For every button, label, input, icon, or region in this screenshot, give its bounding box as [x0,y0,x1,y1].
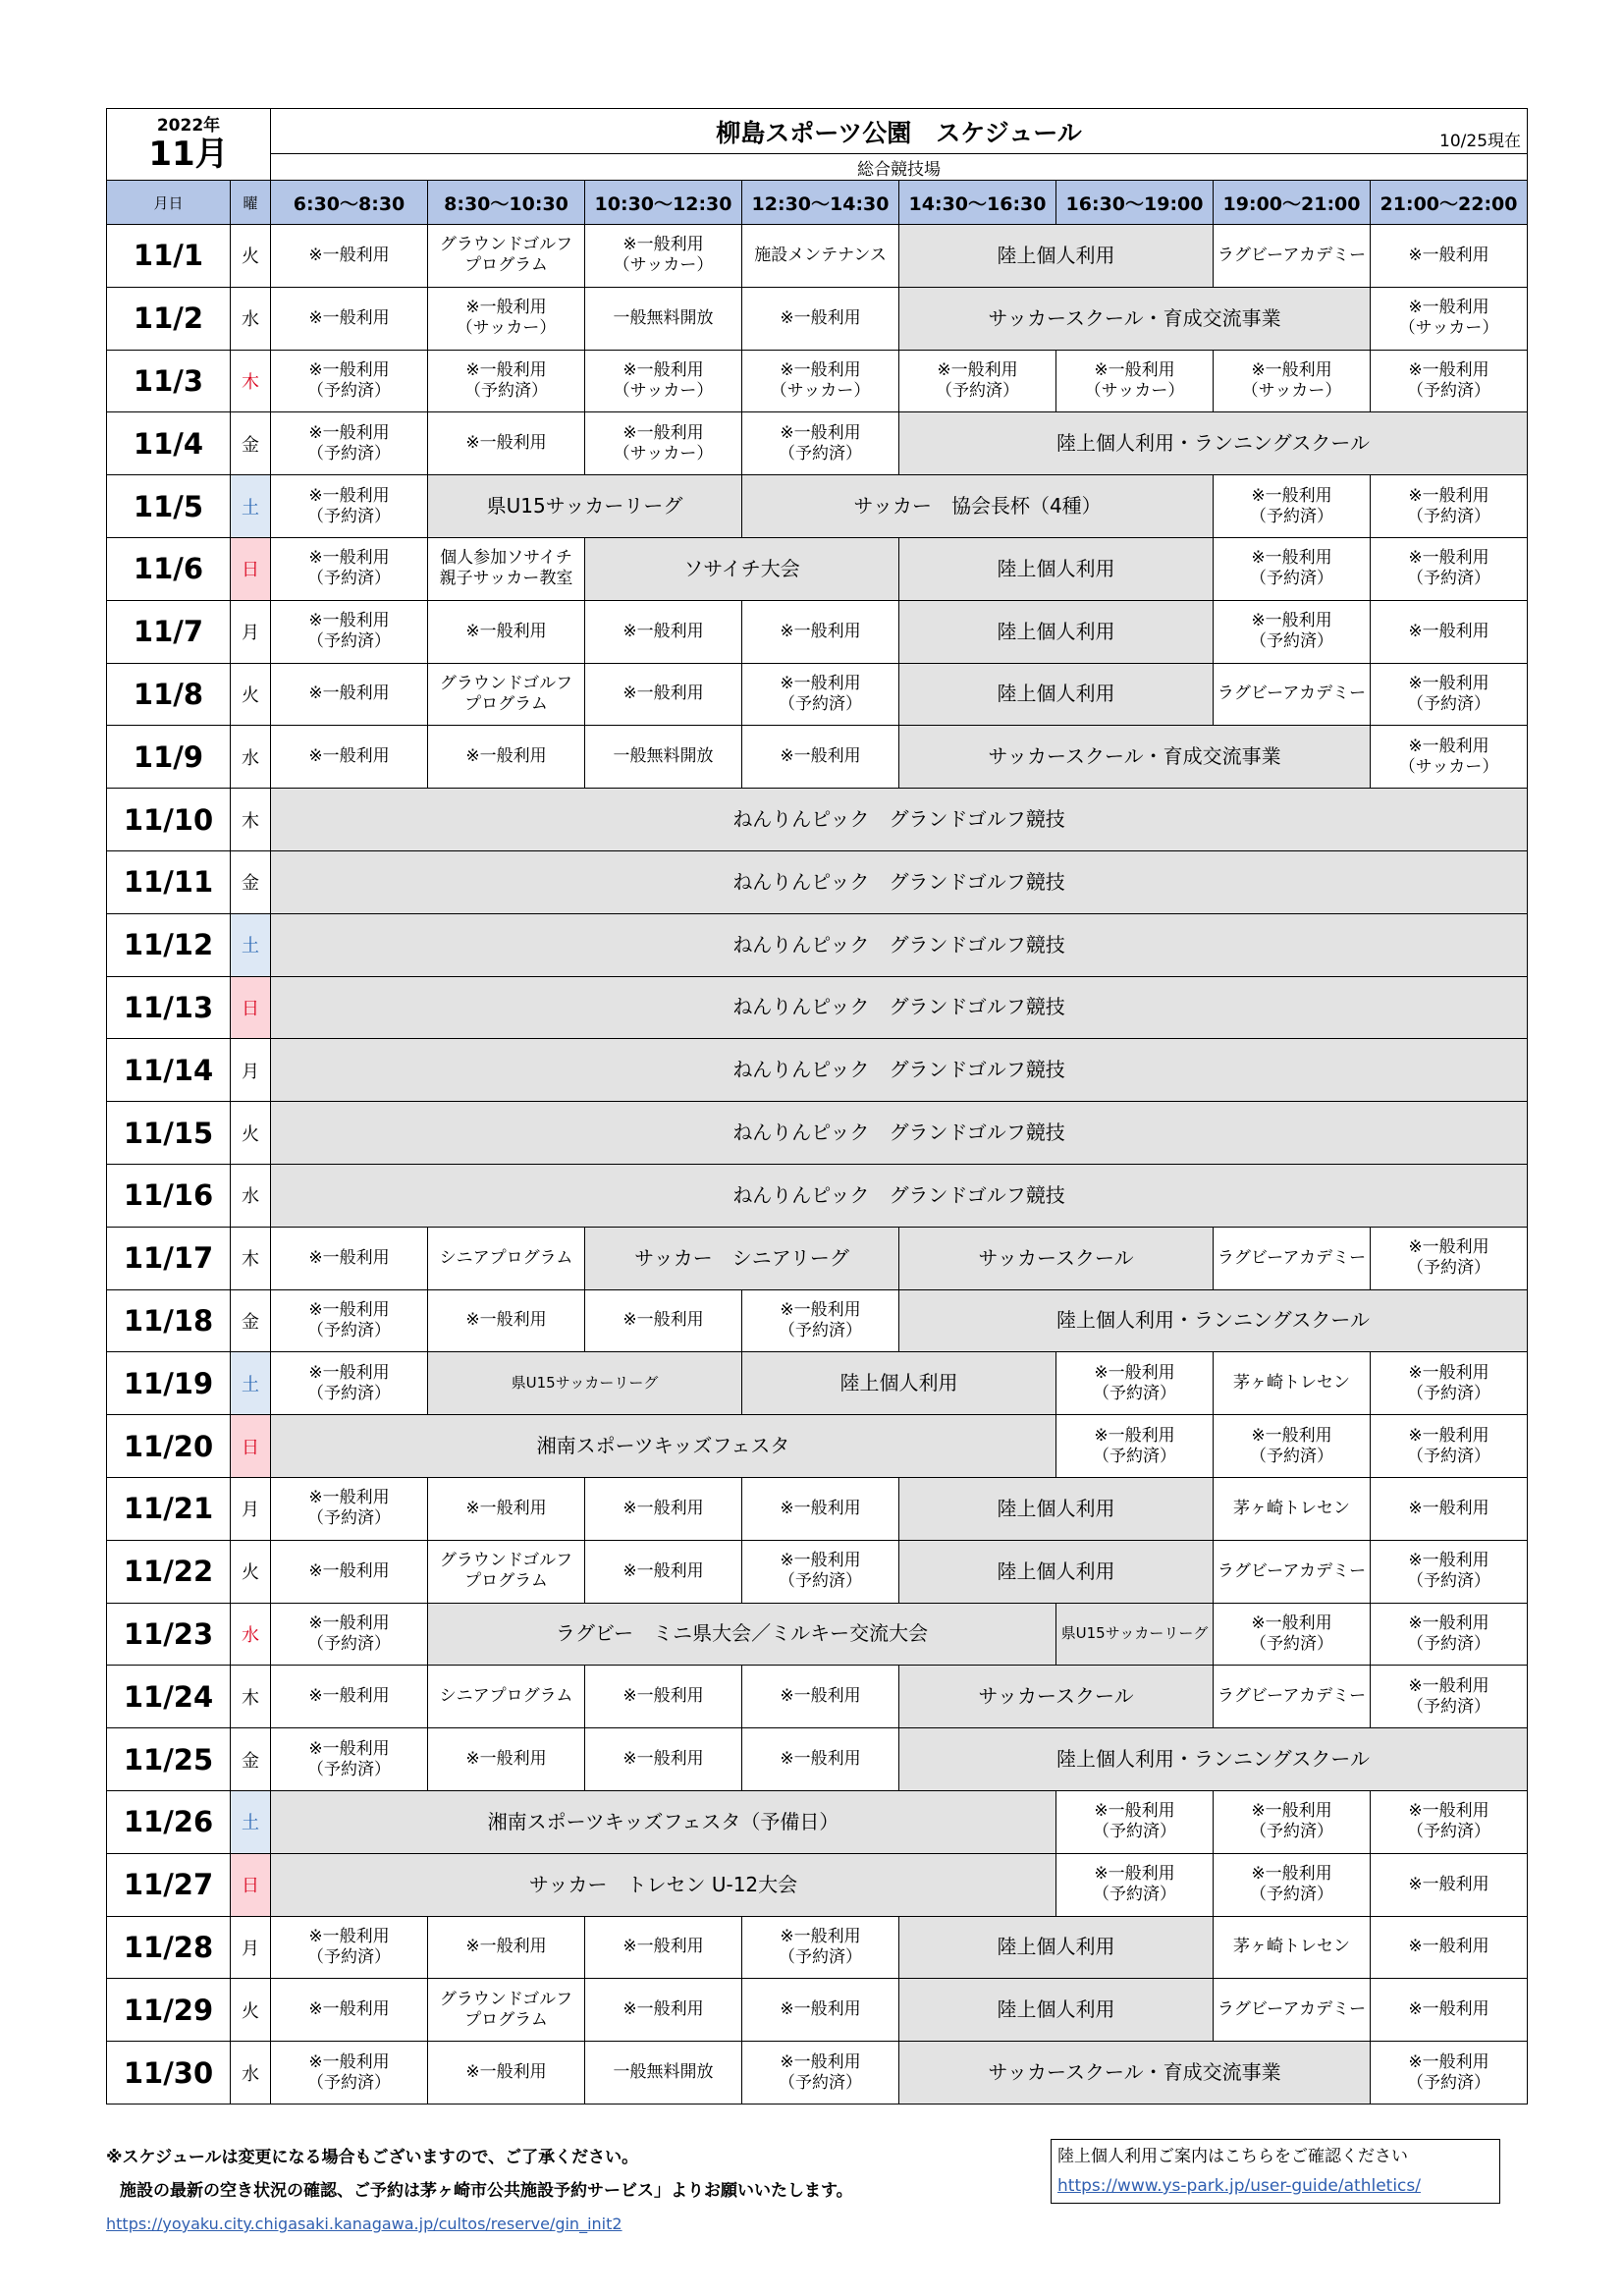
title-cell [271,109,1528,154]
weekday-cell: 土 [231,1790,271,1853]
month-cell [107,109,271,181]
schedule-cell: ※一般利用 [1371,1916,1528,1979]
schedule-cell: ※一般利用 （予約済） [742,1540,899,1603]
schedule-cell: サッカースクール・育成交流事業 [899,287,1371,350]
schedule-cell: 一般無料開放 [585,726,742,789]
schedule-cell: ※一般利用 （予約済） [742,1289,899,1352]
schedule-cell: ※一般利用 （予約済） [271,350,428,412]
date-cell: 11/9 [107,726,231,789]
day-row [107,913,1528,976]
schedule-cell: ※一般利用 （予約済） [1214,537,1371,600]
schedule-cell: ※一般利用 [585,663,742,726]
schedule-cell: ※一般利用 [585,1979,742,2042]
weekday-cell: 金 [231,412,271,475]
schedule-cell: ※一般利用 [742,287,899,350]
day-row [107,663,1528,726]
schedule-cell: ※一般利用 [742,600,899,663]
schedule-cell: ラグビーアカデミー [1214,1227,1371,1289]
schedule-cell: 茅ヶ崎トレセン [1214,1916,1371,1979]
schedule-cell: サッカースクール・育成交流事業 [899,2042,1371,2105]
schedule-cell: サッカースクール [899,1227,1214,1289]
schedule-cell: 陸上個人利用 [899,225,1214,288]
date-cell: 11/29 [107,1979,231,2042]
schedule-cell: 陸上個人利用 [899,537,1214,600]
time-slot-header: 21:00～22:00 [1371,181,1528,225]
date-cell: 11/21 [107,1477,231,1540]
as-of-date: 10/25現在 [1439,132,1522,151]
schedule-cell: ※一般利用 （予約済） [271,1352,428,1415]
weekday-cell: 水 [231,2042,271,2105]
day-row [107,287,1528,350]
day-row [107,1728,1528,1791]
schedule-cell: 陸上個人利用・ランニングスクール [899,1289,1528,1352]
schedule-cell: ねんりんピック グランドゴルフ競技 [271,850,1528,913]
schedule-cell: ※一般利用 （サッカー） [742,350,899,412]
schedule-cell: 陸上個人利用 [742,1352,1056,1415]
date-cell: 11/12 [107,913,231,976]
time-header-row [107,181,1528,225]
day-row [107,1916,1528,1979]
schedule-cell: ※一般利用 （予約済） [1214,1415,1371,1478]
schedule-cell: ※一般利用 [1371,600,1528,663]
schedule-cell: ※一般利用 [428,726,585,789]
schedule-cell: ※一般利用 [742,726,899,789]
schedule-cell: ねんりんピック グランドゴルフ競技 [271,1102,1528,1165]
schedule-cell: ※一般利用 （予約済） [742,412,899,475]
footer-notes [106,2141,990,2241]
schedule-cell: ※一般利用 [271,225,428,288]
schedule-cell: ※一般利用 （予約済） [1371,1540,1528,1603]
schedule-cell: ※一般利用 （予約済） [742,663,899,726]
weekday-cell: 月 [231,1477,271,1540]
day-row [107,1102,1528,1165]
schedule-cell: 湘南スポーツキッズフェスタ [271,1415,1056,1478]
date-cell: 11/1 [107,225,231,288]
schedule-cell: ※一般利用 （予約済） [1214,1853,1371,1916]
schedule-cell: ※一般利用 [742,1666,899,1728]
schedule-cell: ラグビー ミニ県大会／ミルキー交流大会 [428,1603,1056,1666]
day-row [107,1666,1528,1728]
weekday-cell: 日 [231,1415,271,1478]
schedule-cell: ※一般利用 [585,600,742,663]
schedule-cell: グラウンドゴルフ プログラム [428,663,585,726]
schedule-cell: ソサイチ大会 [585,537,899,600]
weekday-cell: 金 [231,1289,271,1352]
schedule-cell: ※一般利用 [742,1477,899,1540]
schedule-cell: ※一般利用 （サッカー） [585,225,742,288]
schedule-cell: ※一般利用 （予約済） [1371,663,1528,726]
date-cell: 11/5 [107,475,231,538]
schedule-cell: サッカー シニアリーグ [585,1227,899,1289]
day-row [107,412,1528,475]
schedule-cell: ※一般利用 [271,1979,428,2042]
day-row [107,225,1528,288]
schedule-cell: ※一般利用 [1371,1477,1528,1540]
day-row [107,1477,1528,1540]
date-cell: 11/13 [107,976,231,1039]
weekday-cell: 水 [231,726,271,789]
schedule-cell: ラグビーアカデミー [1214,663,1371,726]
schedule-cell: グラウンドゴルフ プログラム [428,225,585,288]
weekday-cell: 火 [231,225,271,288]
day-row [107,1039,1528,1102]
schedule-cell: ※一般利用 （予約済） [1056,1352,1214,1415]
date-cell: 11/24 [107,1666,231,1728]
day-row [107,350,1528,412]
date-cell: 11/3 [107,350,231,412]
time-slot-header: 16:30～19:00 [1056,181,1214,225]
schedule-cell: ※一般利用 （サッカー） [585,412,742,475]
schedule-cell: ※一般利用 [1371,1853,1528,1916]
date-cell: 11/6 [107,537,231,600]
day-row [107,2042,1528,2105]
time-slot-header: 19:00～21:00 [1214,181,1371,225]
day-row [107,1415,1528,1478]
schedule-cell: ※一般利用 （サッカー） [1371,287,1528,350]
schedule-cell: ラグビーアカデミー [1214,1540,1371,1603]
schedule-table [106,108,1528,2105]
time-slot-header: 14:30～16:30 [899,181,1056,225]
schedule-cell: ※一般利用 [428,412,585,475]
day-row [107,600,1528,663]
weekday-cell: 月 [231,600,271,663]
weekday-cell: 火 [231,1102,271,1165]
weekday-cell: 土 [231,913,271,976]
schedule-cell: ※一般利用 （予約済） [271,1916,428,1979]
schedule-cell: ※一般利用 [585,1666,742,1728]
date-cell: 11/19 [107,1352,231,1415]
schedule-cell: 陸上個人利用 [899,600,1214,663]
schedule-cell: ※一般利用 [742,1979,899,2042]
schedule-cell: サッカースクール [899,1666,1214,1728]
date-cell: 11/23 [107,1603,231,1666]
month-label: 11月 [148,135,229,174]
schedule-cell: ※一般利用 （予約済） [271,412,428,475]
schedule-cell: ※一般利用 [1371,225,1528,288]
date-cell: 11/8 [107,663,231,726]
day-row [107,1540,1528,1603]
schedule-cell: シニアプログラム [428,1666,585,1728]
schedule-cell: ラグビーアカデミー [1214,225,1371,288]
schedule-cell: サッカー トレセン U-12大会 [271,1853,1056,1916]
schedule-cell: ※一般利用 [585,1728,742,1791]
schedule-cell: 一般無料開放 [585,2042,742,2105]
weekday-cell: 木 [231,350,271,412]
schedule-cell: ねんりんピック グランドゴルフ競技 [271,789,1528,851]
date-cell: 11/4 [107,412,231,475]
schedule-cell: ※一般利用 [271,287,428,350]
date-cell: 11/30 [107,2042,231,2105]
schedule-cell: ※一般利用 （予約済） [1214,600,1371,663]
schedule-cell: ※一般利用 [585,1289,742,1352]
schedule-cell: ねんりんピック グランドゴルフ競技 [271,913,1528,976]
schedule-cell: ※一般利用 （予約済） [1371,2042,1528,2105]
schedule-cell: 湘南スポーツキッズフェスタ（予備日） [271,1790,1056,1853]
day-row [107,1164,1528,1227]
schedule-cell: ※一般利用 （予約済） [1214,1603,1371,1666]
weekday-cell: 木 [231,1227,271,1289]
date-cell: 11/28 [107,1916,231,1979]
day-row [107,475,1528,538]
schedule-cell: ※一般利用 [585,1477,742,1540]
date-cell: 11/27 [107,1853,231,1916]
schedule-sheet [106,108,1527,2105]
date-cell: 11/22 [107,1540,231,1603]
date-cell: 11/20 [107,1415,231,1478]
schedule-cell: ※一般利用 （予約済） [742,1916,899,1979]
schedule-cell: 陸上個人利用 [899,1540,1214,1603]
weekday-cell: 日 [231,976,271,1039]
athletics-info-link[interactable]: https://www.ys-park.jp/user-guide/athletics/ [1057,2176,1421,2196]
reserve-link[interactable]: https://yoyaku.city.chigasaki.kanagawa.jp/cultos/reserve/gin_init2 [106,2214,622,2233]
weekday-cell: 水 [231,287,271,350]
schedule-cell: ねんりんピック グランドゴルフ競技 [271,1164,1528,1227]
weekday-cell: 土 [231,475,271,538]
time-slot-header: 10:30～12:30 [585,181,742,225]
schedule-cell: ねんりんピック グランドゴルフ競技 [271,976,1528,1039]
date-cell: 11/26 [107,1790,231,1853]
schedule-cell: ※一般利用 （予約済） [1371,1352,1528,1415]
schedule-cell: サッカー 協会長杯（4種） [742,475,1214,538]
schedule-cell: ※一般利用 （サッカー） [585,350,742,412]
schedule-cell: ※一般利用 （予約済） [271,537,428,600]
date-cell: 11/15 [107,1102,231,1165]
schedule-cell: ※一般利用 （予約済） [271,2042,428,2105]
schedule-cell: ※一般利用 [428,2042,585,2105]
schedule-cell: ※一般利用 （予約済） [271,1728,428,1791]
schedule-cell: ※一般利用 [742,1728,899,1791]
schedule-cell: 茅ヶ崎トレセン [1214,1352,1371,1415]
schedule-cell: グラウンドゴルフ プログラム [428,1540,585,1603]
day-row [107,1979,1528,2042]
day-row [107,976,1528,1039]
schedule-cell: ※一般利用 [585,1540,742,1603]
page-title: 柳島スポーツ公園 スケジュール [716,118,1082,147]
schedule-cell: シニアプログラム [428,1227,585,1289]
schedule-cell: ※一般利用 （予約済） [1371,1790,1528,1853]
schedule-cell: ※一般利用 （予約済） [742,2042,899,2105]
schedule-cell: ※一般利用 [271,663,428,726]
schedule-cell: ※一般利用 [428,1477,585,1540]
schedule-cell: ※一般利用 （予約済） [1371,1415,1528,1478]
schedule-cell: ※一般利用 [271,1540,428,1603]
day-row [107,1227,1528,1289]
weekday-cell: 木 [231,789,271,851]
schedule-cell: 陸上個人利用・ランニングスクール [899,412,1528,475]
footer-note-reserve: 施設の最新の空き状況の確認、ご予約は茅ヶ崎市公共施設予約サービス」よりお願いいたします。 [120,2181,853,2201]
date-cell: 11/7 [107,600,231,663]
weekday-cell: 金 [231,850,271,913]
date-cell: 11/11 [107,850,231,913]
time-slot-header: 6:30～8:30 [271,181,428,225]
schedule-cell: ※一般利用 （予約済） [271,1603,428,1666]
schedule-cell: サッカースクール・育成交流事業 [899,726,1371,789]
date-cell: 11/2 [107,287,231,350]
schedule-cell: 陸上個人利用 [899,1477,1214,1540]
venue-label: 総合競技場 [271,154,1528,181]
schedule-cell: ※一般利用 （予約済） [271,475,428,538]
schedule-cell: 陸上個人利用 [899,1979,1214,2042]
weekday-cell: 火 [231,1979,271,2042]
weekday-cell: 日 [231,1853,271,1916]
date-cell: 11/17 [107,1227,231,1289]
schedule-cell: ※一般利用 （サッカー） [1371,726,1528,789]
day-row [107,1352,1528,1415]
schedule-cell: 陸上個人利用 [899,1916,1214,1979]
schedule-cell: ※一般利用 [428,1728,585,1791]
schedule-cell: ※一般利用 （予約済） [899,350,1056,412]
date-cell: 11/14 [107,1039,231,1102]
schedule-cell: 陸上個人利用・ランニングスクール [899,1728,1528,1791]
schedule-cell: グラウンドゴルフ プログラム [428,1979,585,2042]
schedule-cell: ねんりんピック グランドゴルフ競技 [271,1039,1528,1102]
schedule-cell: ※一般利用 （サッカー） [428,287,585,350]
weekday-cell: 金 [231,1728,271,1791]
day-row [107,726,1528,789]
schedule-cell: ※一般利用 （予約済） [271,600,428,663]
schedule-cell: ※一般利用 [585,1916,742,1979]
day-row [107,537,1528,600]
athletics-info-box [1051,2139,1500,2204]
weekday-cell: 木 [231,1666,271,1728]
schedule-cell: 茅ヶ崎トレセン [1214,1477,1371,1540]
weekday-cell: 月 [231,1039,271,1102]
schedule-cell: ※一般利用 （予約済） [1056,1790,1214,1853]
schedule-cell: ※一般利用 （予約済） [271,1289,428,1352]
schedule-cell: ※一般利用 [428,1289,585,1352]
schedule-cell: ※一般利用 [428,1916,585,1979]
schedule-cell: ※一般利用 [428,600,585,663]
schedule-cell: ラグビーアカデミー [1214,1979,1371,2042]
schedule-cell: ※一般利用 [1371,1979,1528,2042]
schedule-cell: ※一般利用 （サッカー） [1214,350,1371,412]
schedule-cell: ※一般利用 （予約済） [1214,475,1371,538]
schedule-cell: ※一般利用 （予約済） [1371,475,1528,538]
date-cell: 11/10 [107,789,231,851]
time-slot-header: 12:30～14:30 [742,181,899,225]
schedule-cell: ※一般利用 [271,1227,428,1289]
day-row [107,1289,1528,1352]
schedule-cell: 県U15サッカーリーグ [428,1352,742,1415]
schedule-cell: 県U15サッカーリーグ [1056,1603,1214,1666]
schedule-cell: ※一般利用 （予約済） [428,350,585,412]
schedule-cell: 施設メンテナンス [742,225,899,288]
weekday-cell: 月 [231,1916,271,1979]
weekday-cell: 火 [231,663,271,726]
schedule-cell: ※一般利用 [271,726,428,789]
weekday-cell: 土 [231,1352,271,1415]
schedule-cell: 個人参加ソサイチ 親子サッカー教室 [428,537,585,600]
weekday-cell: 火 [231,1540,271,1603]
schedule-cell: ※一般利用 （サッカー） [1056,350,1214,412]
schedule-cell: 陸上個人利用 [899,663,1214,726]
schedule-cell: ※一般利用 （予約済） [1371,1227,1528,1289]
date-cell: 11/18 [107,1289,231,1352]
col-dow-header: 曜 [231,181,271,225]
schedule-cell: ※一般利用 （予約済） [1214,1790,1371,1853]
year-label: 2022年 [156,116,221,136]
date-cell: 11/16 [107,1164,231,1227]
schedule-cell: 一般無料開放 [585,287,742,350]
footer-note-change: ※スケジュールは変更になる場合もございますので、ご了承ください。 [106,2148,639,2167]
day-row [107,789,1528,851]
schedule-cell: ※一般利用 （予約済） [1371,537,1528,600]
schedule-cell: ※一般利用 [271,1666,428,1728]
schedule-cell: ※一般利用 （予約済） [1056,1415,1214,1478]
day-row [107,850,1528,913]
weekday-cell: 水 [231,1164,271,1227]
schedule-cell: ※一般利用 （予約済） [1371,1603,1528,1666]
day-row [107,1603,1528,1666]
day-row [107,1853,1528,1916]
day-row [107,1790,1528,1853]
weekday-cell: 日 [231,537,271,600]
schedule-cell: 県U15サッカーリーグ [428,475,742,538]
col-date-header: 月日 [107,181,231,225]
schedule-cell: ※一般利用 （予約済） [1371,1666,1528,1728]
athletics-info-text: 陸上個人利用ご案内はこちらをご確認ください [1057,2147,1408,2166]
schedule-cell: ※一般利用 （予約済） [1371,350,1528,412]
schedule-cell: ※一般利用 （予約済） [1056,1853,1214,1916]
time-slot-header: 8:30～10:30 [428,181,585,225]
schedule-cell: ※一般利用 （予約済） [271,1477,428,1540]
weekday-cell: 水 [231,1603,271,1666]
date-cell: 11/25 [107,1728,231,1791]
schedule-cell: ラグビーアカデミー [1214,1666,1371,1728]
